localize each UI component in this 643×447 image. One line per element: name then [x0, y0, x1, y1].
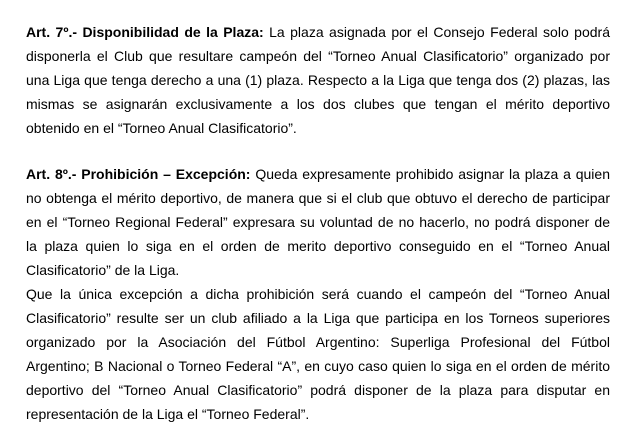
art7-line-2: disponerla el Club que resultare campeón del “Torneo Anual Clasificatorio” organizado por	[26, 48, 610, 64]
art8-line-4: la plaza quien lo siga en el orden de merito deportivo conseguido en el “Torneo Anual	[26, 238, 610, 254]
art7-line-3: una Liga que tenga derecho a una (1) plaza. Respecto a la Liga que tenga dos (2) plazas, las	[26, 72, 610, 88]
art7-heading: Art. 7º.- Disponibilidad de la Plaza:	[26, 24, 264, 40]
art7-text-1: La plaza asignada por el Consejo Federal solo podrá	[263, 24, 610, 40]
art8-heading: Art. 8º.- Prohibición – Excepción:	[26, 166, 251, 182]
art8-line-1	[26, 162, 610, 186]
art7-line-1	[26, 20, 610, 44]
art7-line-4: mismas se asignarán exclusivamente a los dos clubes que tengan el mérito deportivo	[26, 96, 610, 112]
art8-line-5: Clasificatorio” de la Liga.	[26, 262, 180, 278]
art8-line-8: organizado por la Asociación del Fútbol Argentino: Superliga Profesional del Fútbol	[26, 334, 610, 350]
art8-line-9: Argentino; B Nacional o Torneo Federal “A”, en cuyo caso quien lo siga en el orden de mérito	[26, 358, 610, 374]
art7-line-5: obtenido en el “Torneo Anual Clasificatorio”.	[26, 120, 297, 136]
art8-line-7: Clasificatorio” resulte ser un club afiliado a la Liga que participa en los Torneos superiores	[26, 310, 610, 326]
art8-line-10: deportivo del “Torneo Anual Clasificatorio” podrá disponer de la plaza para disputar en	[26, 382, 610, 398]
art8-line-3: en el “Torneo Regional Federal” expresara su voluntad de no hacerlo, no podrá disponer de	[26, 214, 610, 230]
art8-line-2: no obtenga el mérito deportivo, de manera que si el club que obtuvo el derecho de participar	[26, 190, 610, 206]
art8-line-6: Que la única excepción a dicha prohibición será cuando el campeón del “Torneo Anual	[26, 286, 610, 302]
art8-line-11: representación de la Liga el “Torneo Federal”.	[26, 406, 310, 422]
art8-text-1: Queda expresamente prohibido asignar la plaza a quien	[250, 166, 610, 182]
